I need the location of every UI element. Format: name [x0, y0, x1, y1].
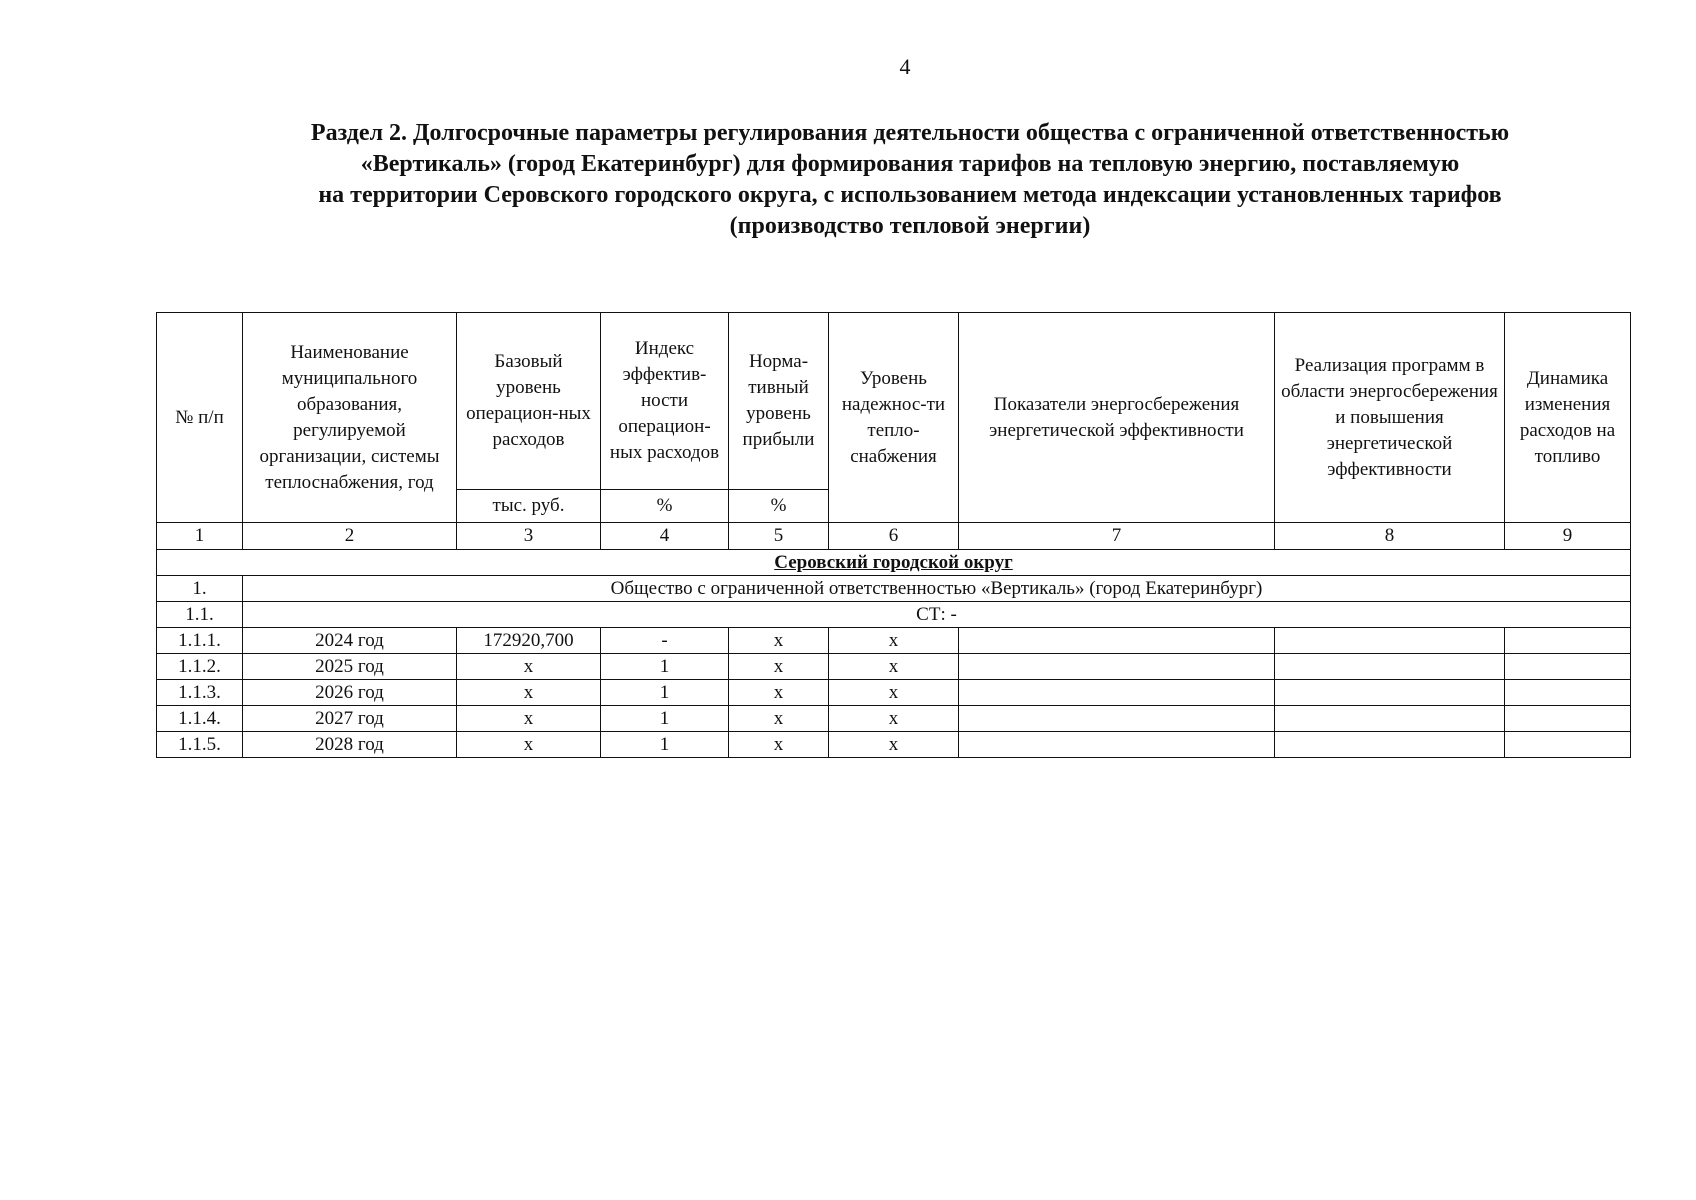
header-num: № п/п	[157, 313, 243, 523]
column-number: 5	[729, 523, 829, 550]
region-row	[157, 550, 1631, 576]
region-cell	[157, 550, 1631, 576]
row-energy-saving	[959, 680, 1275, 706]
column-number: 2	[243, 523, 457, 550]
header-row	[157, 313, 1631, 490]
row-energy-saving	[959, 706, 1275, 732]
header-energy-programs: Реализация программ в области энергосбережения и повышения энергетической эффективности	[1275, 313, 1505, 523]
parameters-table	[156, 312, 1631, 758]
row-reliability: x	[829, 706, 959, 732]
system-row	[157, 602, 1631, 628]
row-reliability: x	[829, 628, 959, 654]
title-line-2: «Вертикаль» (город Екатеринбург) для формирования тарифов на тепловую энергию, поставляемую	[360, 151, 1460, 177]
row-reliability: x	[829, 732, 959, 758]
row-fuel-dynamics	[1505, 706, 1631, 732]
row-num: 1.1.4.	[157, 706, 243, 732]
column-number: 9	[1505, 523, 1631, 550]
row-year: 2028 год	[243, 732, 457, 758]
row-base-cost: x	[457, 706, 601, 732]
row-fuel-dynamics	[1505, 732, 1631, 758]
table-row	[157, 706, 1631, 732]
column-number: 6	[829, 523, 959, 550]
row-year: 2027 год	[243, 706, 457, 732]
row-reliability: x	[829, 654, 959, 680]
row-base-cost: x	[457, 732, 601, 758]
row-energy-saving	[959, 654, 1275, 680]
page-number: 4	[899, 54, 911, 79]
region-label: Серовский городской округ	[774, 551, 1013, 573]
row-efficiency-index: 1	[601, 732, 729, 758]
column-number: 4	[601, 523, 729, 550]
row-energy-saving	[959, 628, 1275, 654]
row-efficiency-index: 1	[601, 706, 729, 732]
row-energy-programs	[1275, 680, 1505, 706]
column-number: 7	[959, 523, 1275, 550]
row-energy-programs	[1275, 654, 1505, 680]
column-numbers-row	[157, 523, 1631, 550]
row-efficiency-index: -	[601, 628, 729, 654]
column-number: 3	[457, 523, 601, 550]
row-normative-profit: x	[729, 732, 829, 758]
title-line-3: на территории Серовского городского округа, с использованием метода индексации установленных тарифов	[318, 182, 1502, 208]
row-base-cost: 172920,700	[457, 628, 601, 654]
row-base-cost: x	[457, 680, 601, 706]
row-energy-programs	[1275, 628, 1505, 654]
system-num: 1.1.	[157, 602, 243, 628]
row-efficiency-index: 1	[601, 654, 729, 680]
unit-efficiency-index: %	[601, 490, 729, 523]
row-energy-saving	[959, 732, 1275, 758]
section-title	[180, 118, 1640, 242]
row-energy-programs	[1275, 732, 1505, 758]
header-normative-profit: Норма-тивный уровень прибыли	[729, 313, 829, 490]
row-reliability: x	[829, 680, 959, 706]
row-year: 2024 год	[243, 628, 457, 654]
row-num: 1.1.5.	[157, 732, 243, 758]
system-name: СТ: -	[243, 602, 1631, 628]
org-num: 1.	[157, 576, 243, 602]
header-reliability: Уровень надежнос-ти тепло-снабжения	[829, 313, 959, 523]
header-name: Наименование муниципального образования, регулируемой организации, системы теплоснабжения, год	[243, 313, 457, 523]
row-num: 1.1.2.	[157, 654, 243, 680]
row-num: 1.1.1.	[157, 628, 243, 654]
table-row	[157, 654, 1631, 680]
row-energy-programs	[1275, 706, 1505, 732]
row-fuel-dynamics	[1505, 680, 1631, 706]
row-year: 2025 год	[243, 654, 457, 680]
organization-row	[157, 576, 1631, 602]
header-efficiency-index: Индекс эффектив-ности операцион-ных расходов	[601, 313, 729, 490]
table-row	[157, 680, 1631, 706]
row-base-cost: x	[457, 654, 601, 680]
row-num: 1.1.3.	[157, 680, 243, 706]
unit-normative-profit: %	[729, 490, 829, 523]
table-row	[157, 628, 1631, 654]
row-normative-profit: x	[729, 680, 829, 706]
column-number: 1	[157, 523, 243, 550]
header-energy-saving: Показатели энергосбережения энергетической эффективности	[959, 313, 1275, 523]
title-line-4: (производство тепловой энергии)	[729, 213, 1091, 239]
unit-base-cost: тыс. руб.	[457, 490, 601, 523]
title-line-1: Раздел 2. Долгосрочные параметры регулирования деятельности общества с ограниченной ответственностью	[310, 120, 1510, 146]
row-fuel-dynamics	[1505, 628, 1631, 654]
column-number: 8	[1275, 523, 1505, 550]
row-normative-profit: x	[729, 706, 829, 732]
row-normative-profit: x	[729, 628, 829, 654]
header-base-cost: Базовый уровень операцион-ных расходов	[457, 313, 601, 490]
row-efficiency-index: 1	[601, 680, 729, 706]
header-fuel-dynamics: Динамика изменения расходов на топливо	[1505, 313, 1631, 523]
row-fuel-dynamics	[1505, 654, 1631, 680]
table-row	[157, 732, 1631, 758]
row-year: 2026 год	[243, 680, 457, 706]
org-name: Общество с ограниченной ответственностью «Вертикаль» (город Екатеринбург)	[243, 576, 1631, 602]
row-normative-profit: x	[729, 654, 829, 680]
